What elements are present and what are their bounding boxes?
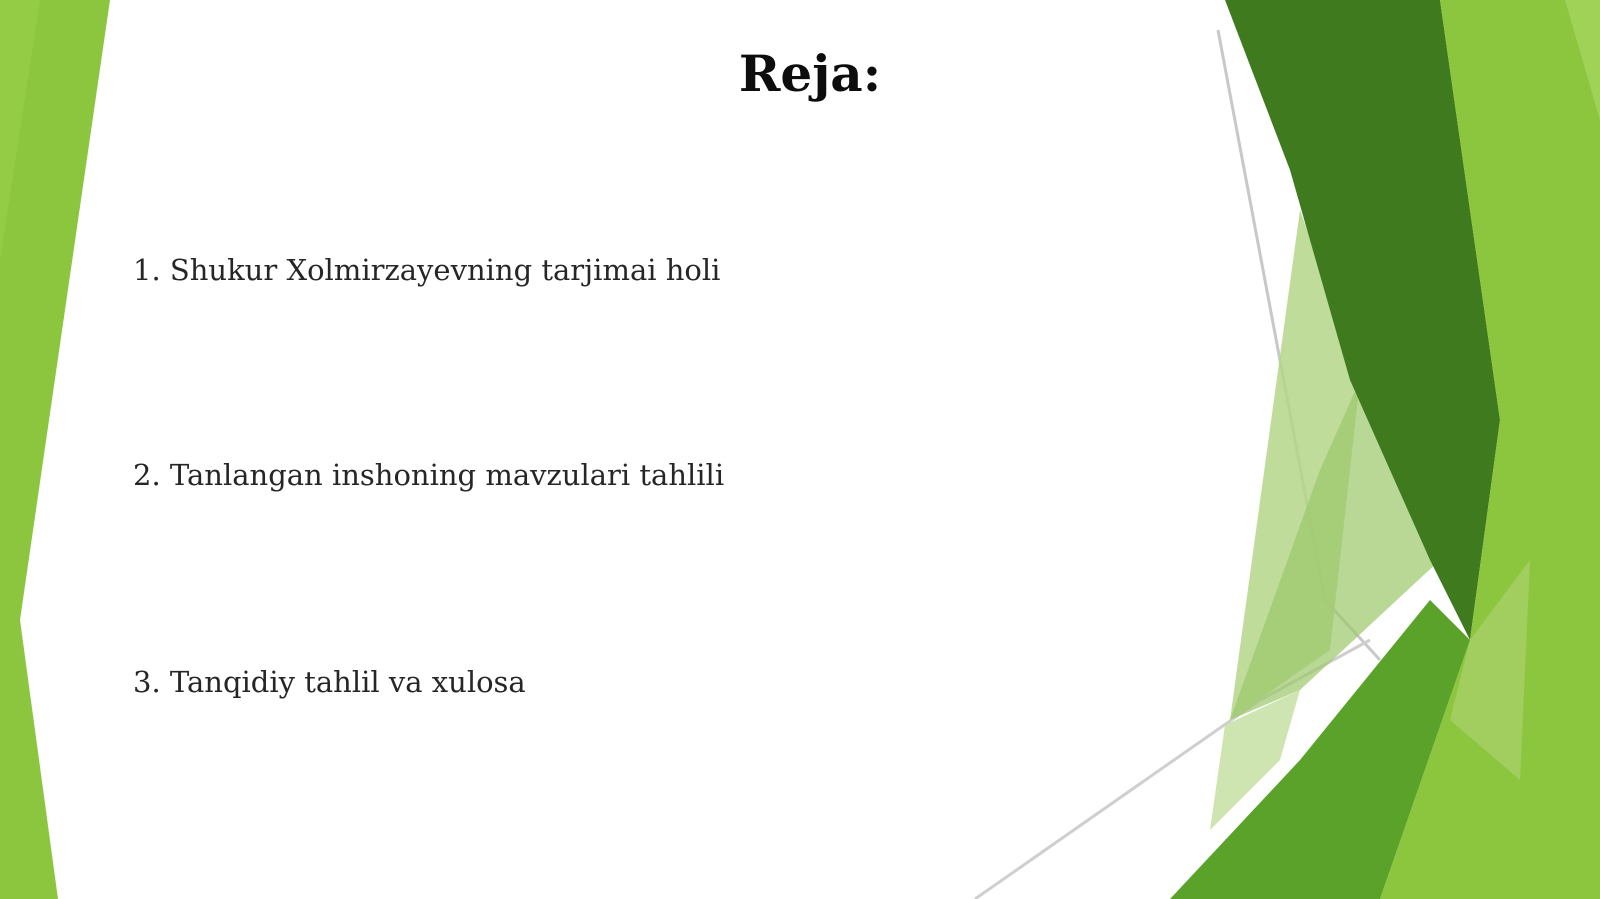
plan-item-2 [133, 455, 724, 495]
plan-list [133, 0, 1133, 899]
plan-item-text: Tanlangan inshoning mavzulari tahlili [169, 458, 725, 492]
plan-item-number: 1. [133, 253, 161, 287]
plan-item-3 [133, 662, 526, 702]
plan-item-number: 2. [133, 458, 161, 492]
plan-item-number: 3. [133, 665, 161, 699]
slide-title: Reja: [738, 44, 882, 103]
plan-item-1 [133, 250, 720, 290]
plan-item-text: Tanqidiy tahlil va xulosa [169, 665, 526, 699]
plan-item-text: Shukur Xolmirzayevning tarjimai holi [169, 253, 721, 287]
